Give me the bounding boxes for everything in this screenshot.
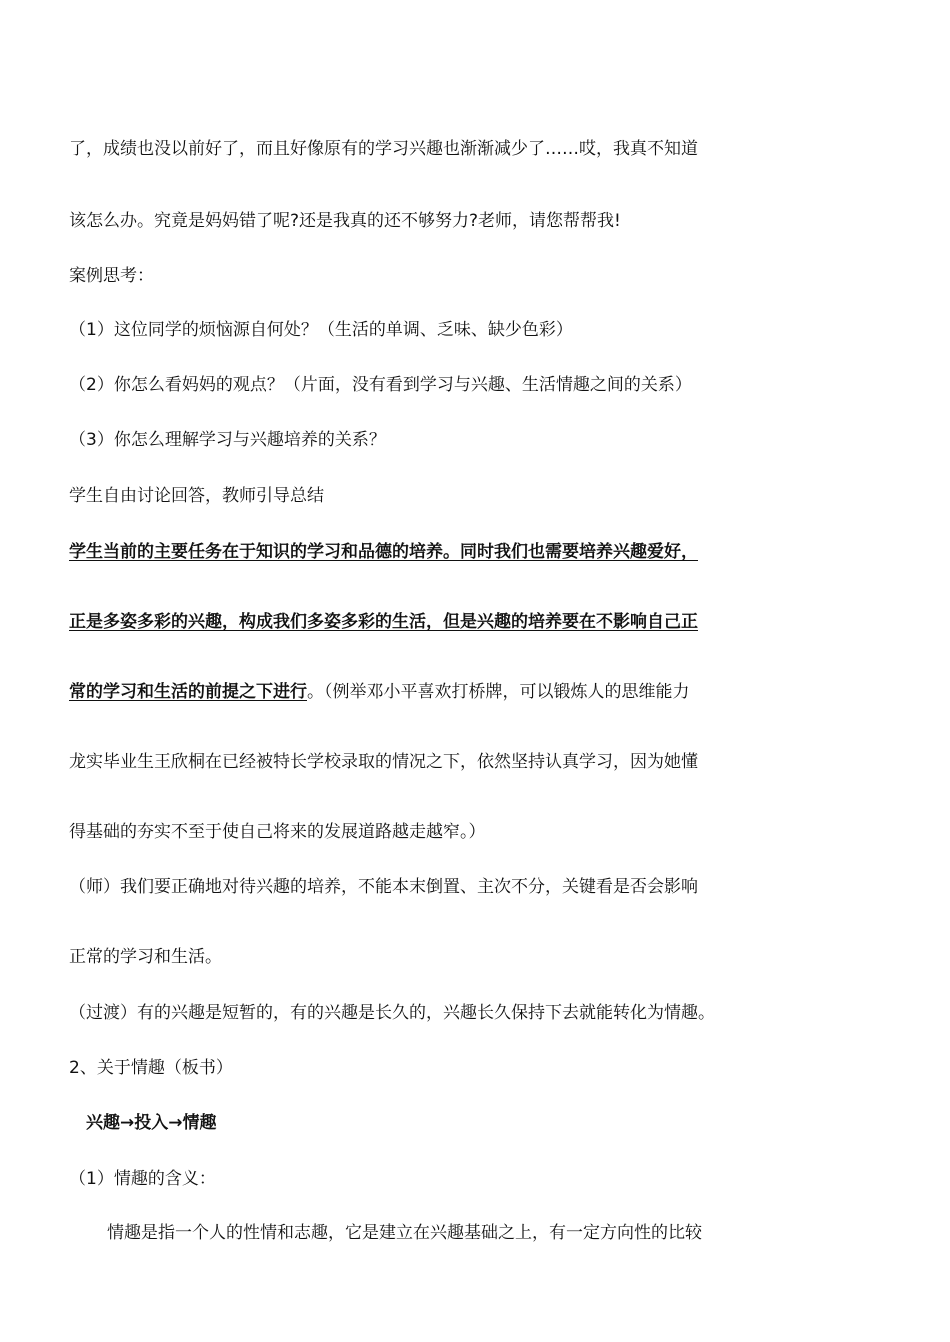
paragraph-line: 了，成绩也没以前好了，而且好像原有的学习兴趣也渐渐减少了……哎，我真不知道 — [69, 139, 698, 159]
paragraph-line: 情趣是指一个人的性情和志趣，它是建立在兴趣基础之上，有一定方向性的比较 — [107, 1223, 702, 1243]
paragraph-line: 龙实毕业生王欣桐在已经被特长学校录取的情况之下，依然坚持认真学习，因为她懂 — [69, 752, 698, 772]
teacher-line: （师）我们要正确地对待兴趣的培养，不能本末倒置、主次不分，关键看是否会影响 — [69, 877, 698, 897]
mixed-line — [69, 680, 690, 704]
question-2: （2）你怎么看妈妈的观点？（片面，没有看到学习与兴趣、生活情趣之间的关系） — [69, 375, 692, 395]
paragraph-line: 学生自由讨论回答，教师引导总结 — [69, 486, 324, 506]
question-1: （1）这位同学的烦恼源自何处？（生活的单调、乏味、缺少色彩） — [69, 320, 573, 340]
subsection-heading: （1）情趣的含义： — [69, 1169, 216, 1189]
section-heading: 案例思考： — [69, 266, 154, 286]
summary-bold-line: 正是多姿多彩的兴趣，构成我们多姿多彩的生活，但是兴趣的培养要在不影响自己正 — [69, 612, 698, 632]
board-formula: 兴趣→投入→情趣 — [86, 1113, 217, 1133]
paragraph-line: 正常的学习和生活。 — [69, 947, 222, 967]
transition-line: （过渡）有的兴趣是短暂的，有的兴趣是长久的，兴趣长久保持下去就能转化为情趣。 — [69, 1003, 715, 1023]
example-text: 。（例举邓小平喜欢打桥牌，可以锻炼人的思维能力 — [307, 682, 690, 702]
section-heading: 2、关于情趣（板书） — [69, 1058, 233, 1078]
paragraph-line: 得基础的夯实不至于使自己将来的发展道路越走越窄。） — [69, 822, 486, 842]
question-3: （3）你怎么理解学习与兴趣培养的关系？ — [69, 430, 386, 450]
paragraph-line: 该怎么办。究竟是妈妈错了呢?还是我真的还不够努力?老师，请您帮帮我! — [69, 211, 621, 231]
summary-bold-line: 学生当前的主要任务在于知识的学习和品德的培养。同时我们也需要培养兴趣爱好， — [69, 542, 698, 562]
summary-bold-text: 常的学习和生活的前提之下进行 — [69, 682, 307, 702]
